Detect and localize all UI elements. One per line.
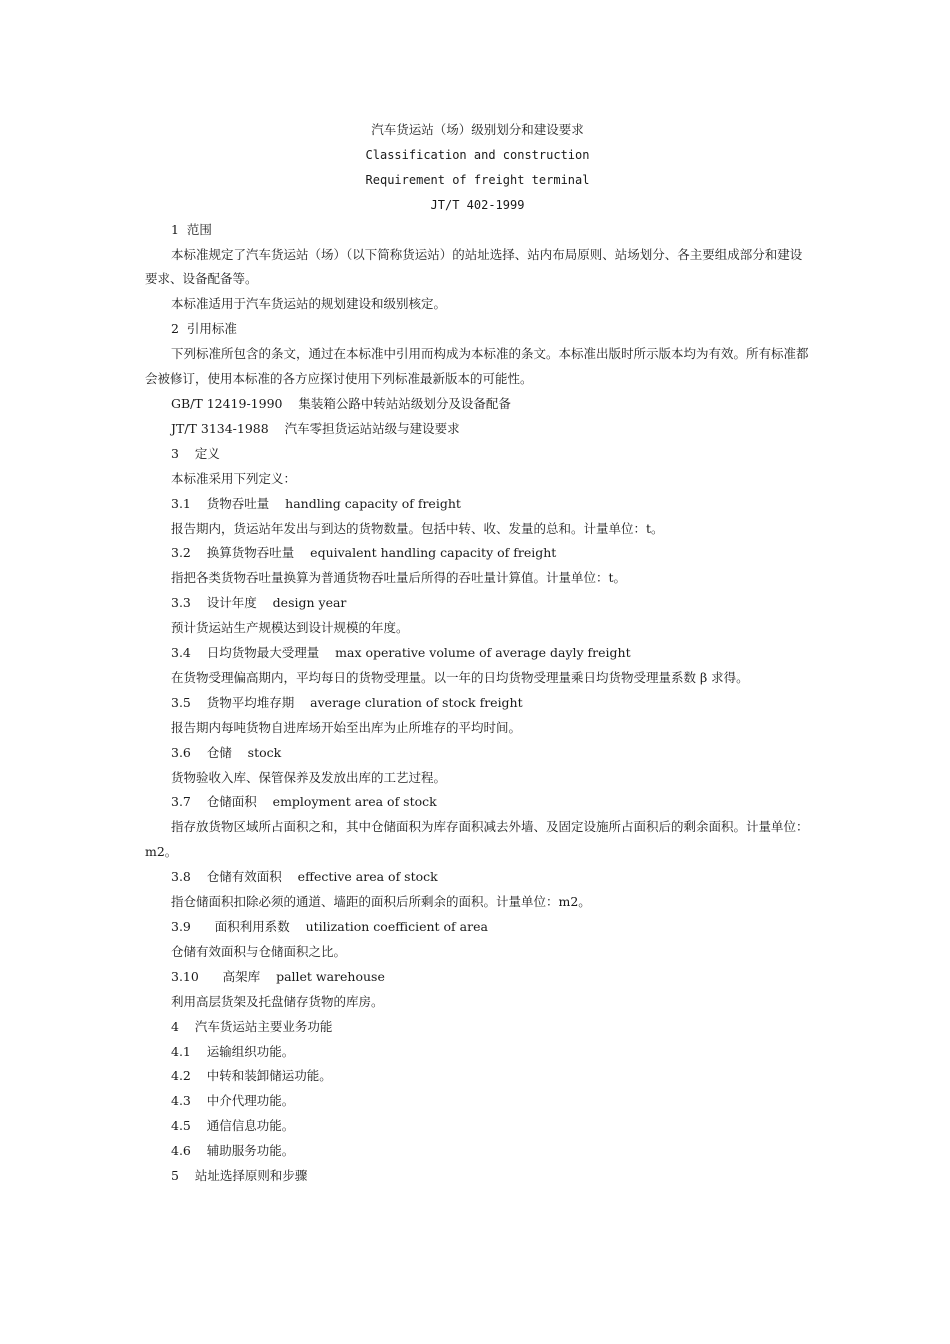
definition-text: 指存放货物区域所占面积之和，其中仓储面积为库存面积减去外墙、及固定设施所占面积后的剩余面积。计量单位：m2。 xyxy=(145,819,809,860)
section-heading-4: 4 汽车货运站主要业务功能 xyxy=(171,1018,333,1034)
paragraph: 下列标准所包含的条文，通过在本标准中引用而构成为本标准的条文。本标准出版时所示版本均为有效。所有标准都会被修订，使用本标准的各方应探讨使用下列标准最新版本的可能性。 xyxy=(145,346,809,387)
definition-text: 利用高层货架及托盘储存货物的库房。 xyxy=(171,993,384,1009)
definition-text: 预计货运站生产规模达到设计规模的年度。 xyxy=(171,620,409,636)
function-item: 4.1 运输组织功能。 xyxy=(171,1043,295,1059)
section-heading-2: 2 引用标准 xyxy=(171,321,237,337)
doc-standard-code: JT/T 402-1999 xyxy=(430,197,525,212)
definition-term: 3.7 仓储面积 employment area of stock xyxy=(171,794,437,810)
definition-term: 3.4 日均货物最大受理量 max operative volume of average dayly freight xyxy=(171,645,631,661)
paragraph: 本标准适用于汽车货运站的规划建设和级别核定。 xyxy=(171,296,447,312)
function-item: 4.6 辅助服务功能。 xyxy=(171,1143,295,1159)
reference-item: JT/T 3134-1988 汽车零担货运站站级与建设要求 xyxy=(171,420,460,436)
definition-text: 指仓储面积扣除必须的通道、墙距的面积后所剩余的面积。计量单位：m2。 xyxy=(171,894,591,910)
doc-title-en-2: Requirement of freight terminal xyxy=(365,172,590,187)
definition-term: 3.3 设计年度 design year xyxy=(171,595,347,611)
document-page xyxy=(145,118,810,1189)
function-item: 4.2 中转和装卸储运功能。 xyxy=(171,1068,332,1084)
definition-text: 货物验收入库、保管保养及发放出库的工艺过程。 xyxy=(171,769,447,785)
doc-title-cn: 汽车货运站（场）级别划分和建设要求 xyxy=(371,122,584,137)
function-item: 4.3 中介代理功能。 xyxy=(171,1093,295,1109)
paragraph: 本标准规定了汽车货运站（场）（以下简称货运站）的站址选择、站内布局原则、站场划分、各主要组成部分和建设要求、设备配备等。 xyxy=(145,246,803,287)
definition-term: 3.10 高架库 pallet warehouse xyxy=(171,968,385,984)
doc-title-en-1: Classification and construction xyxy=(365,147,590,162)
definition-text: 仓储有效面积与仓储面积之比。 xyxy=(171,943,347,959)
definition-text: 在货物受理偏高期内，平均每日的货物受理量。以一年的日均货物受理量乘日均货物受理量系数 β 求得。 xyxy=(171,669,749,685)
definition-term: 3.1 货物吞吐量 handling capacity of freight xyxy=(171,495,461,511)
paragraph: 本标准采用下列定义： xyxy=(171,470,297,486)
section-heading-3: 3 定义 xyxy=(171,445,220,461)
function-item: 4.5 通信信息功能。 xyxy=(171,1118,295,1134)
definition-text: 报告期内每吨货物自进库场开始至出库为止所堆存的平均时间。 xyxy=(171,719,522,735)
section-heading-5: 5 站址选择原则和步骤 xyxy=(171,1168,308,1184)
definition-term: 3.9 面积利用系数 utilization coefficient of area xyxy=(171,919,488,934)
definition-term: 3.5 货物平均堆存期 average cluration of stock freight xyxy=(171,694,523,710)
definition-text: 报告期内，货运站年发出与到达的货物数量。包括中转、收、发量的总和。计量单位：t。 xyxy=(171,520,664,536)
definition-term: 3.8 仓储有效面积 effective area of stock xyxy=(171,869,438,885)
definition-text: 指把各类货物吞吐量换算为普通货物吞吐量后所得的吞吐量计算值。计量单位：t。 xyxy=(171,570,627,586)
definition-term: 3.2 换算货物吞吐量 equivalent handling capacity of freight xyxy=(171,545,557,561)
reference-item: GB/T 12419-1990 集装箱公路中转站站级划分及设备配备 xyxy=(171,395,511,411)
definition-term: 3.6 仓储 stock xyxy=(171,744,282,760)
section-heading-1: 1 范围 xyxy=(171,221,212,237)
